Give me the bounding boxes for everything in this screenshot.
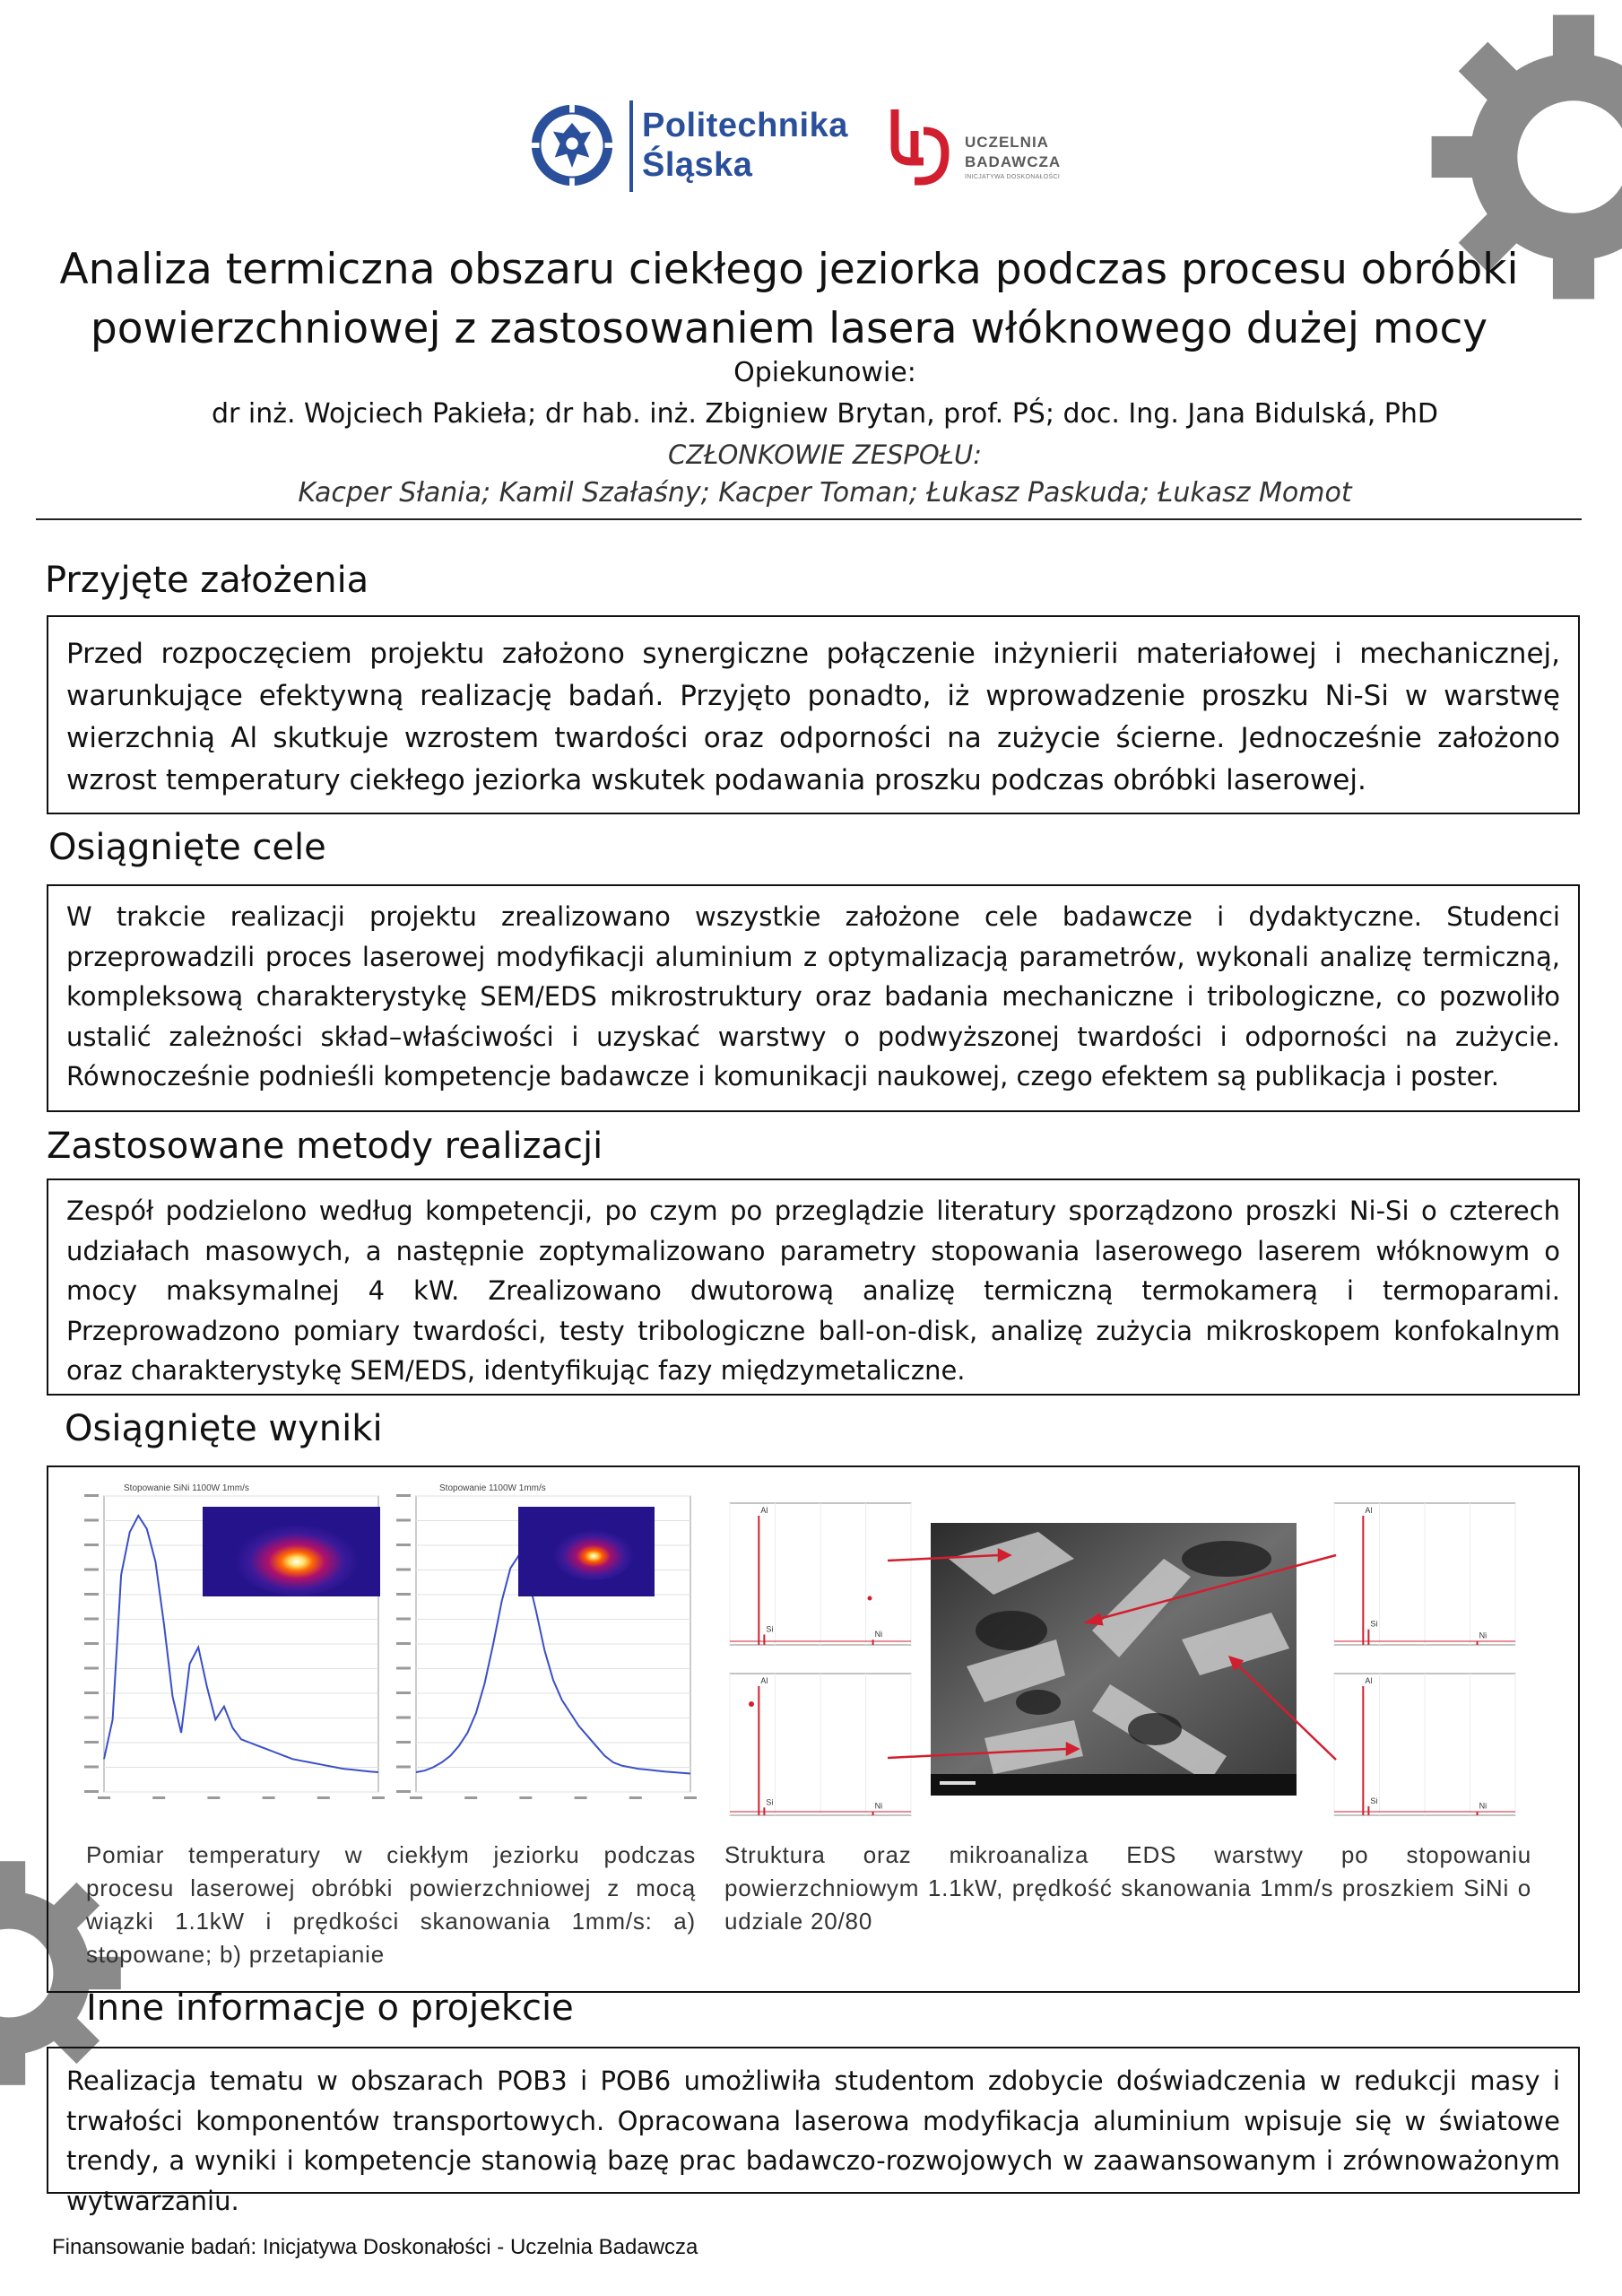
uczelnia-tagline: INICJATYWA DOSKONAŁOŚCI [965, 174, 1061, 180]
eds-peak-label: Al [760, 1506, 768, 1515]
eds-peak-label: Al [760, 1676, 768, 1685]
eds-peak-label: Ni [1479, 1631, 1488, 1640]
plot-a-title: Stopowanie SiNi 1100W 1mm/s [124, 1483, 249, 1493]
team-names: Kacper Słania; Kamil Szałaśny; Kacper Toman; Łukasz Paskuda; Łukasz Momot [298, 477, 1352, 509]
eds-peak-label: Si [1370, 1796, 1378, 1805]
results-caption-right: Struktura oraz mikroanaliza EDS warstwy po stopowaniu powierzchniowym 1.1kW, prędkość skanowania 1mm/s proszkiem SiNi o udziale 20/80 [724, 1841, 1531, 1935]
section-heading-methods: Zastosowane metody realizacji [47, 1126, 603, 1167]
eds-peak-label: Ni [874, 1801, 883, 1811]
eds-peak-label: Si [766, 1624, 774, 1634]
eds-peak-label: Si [766, 1797, 774, 1807]
eds-peak-label: Ni [1479, 1801, 1488, 1811]
supervisors-names: dr inż. Wojciech Pakieła; dr hab. inż. Zbigniew Brytan, prof. PŚ; doc. Ing. Jana Bidulská, PhD [211, 398, 1439, 430]
plot-b-title: Stopowanie 1100W 1mm/s [439, 1483, 546, 1493]
politechnika-wordmark: Politechnika Śląska [642, 107, 848, 184]
eds-peak-label: Al [1365, 1676, 1373, 1685]
eds-peak-label: Si [1370, 1619, 1378, 1629]
section-text-assumptions: Przed rozpoczęciem projektu założono synergiczne połączenie inżynierii materiałowej i mechanicznej, warunkujące efektywną realizację badań. Przyjęto ponadto, iż wprowadzenie proszku Ni-Si w warstwę wierzchnią Al skutkuje wzrostem twardości oraz odporności na zużycie ścierne. Jednocześnie założono wzrost temperatury ciekłego jeziorka wskutek podawania proszku podczas obróbki laserowej. [66, 638, 1560, 796]
poster-title: Analiza termiczna obszaru ciekłego jeziorka podczas procesu obróbki powierzchniowej z zastosowaniem lasera włóknowego dużej mocy [59, 245, 1519, 353]
supervisors-label: Opiekunowie: [733, 357, 916, 388]
section-text-goals: W trakcie realizacji projektu zrealizowano wszystkie założone cele badawcze i dydaktyczne. Studenci przeprowadzili proces laserowej modyfikacji aluminium z optymalizacją parametrów, wykonali analizę termiczną, kompleksową charakterystykę SEM/EDS mikrostruktury oraz badania mechaniczne i tribologiczne, co pozwoliło ustalić zależności skład–właściwości i uzyskać warstwy o podwyższonej twardości i odporności na zużycie. Równocześnie podnieśli kompetencje badawcze i komunikacji naukowej, czego efektem są publikacja i poster. [66, 901, 1560, 1091]
section-text-other: Realizacja tematu w obszarach POB3 i POB6 umożliwiła studentom zdobycie doświadczenia w redukcji masy i trwałości komponentów transportowych. Opracowana laserowa modyfikacja aluminium wpisuje się w światowe trendy, a wyniki i kompetencje stanowią bazę prac badawczo-rozwojowych w zaawansowanym i zrównoważonym wytwarzaniu. [66, 2066, 1560, 2216]
section-heading-other: Inne informacje o projekcie [86, 1987, 574, 2029]
uczelnia-badawcza-wordmark: UCZELNIA BADAWCZA [965, 134, 1062, 170]
eds-peak-label: Al [1365, 1506, 1373, 1515]
eds-peak-label: Ni [874, 1630, 883, 1639]
section-heading-results: Osiągnięte wyniki [65, 1408, 383, 1449]
funding-footer: Finansowanie badań: Inicjatywa Doskonałości - Uczelnia Badawcza [52, 2235, 698, 2259]
team-label: CZŁONKOWIE ZESPOŁU: [667, 439, 983, 470]
section-box-other [47, 2047, 1580, 2216]
section-heading-goals: Osiągnięte cele [48, 827, 326, 868]
section-heading-assumptions: Przyjęte założenia [45, 560, 369, 601]
section-text-methods: Zespół podzielono według kompetencji, po czym po przeglądzie literatury sporządzono proszki Ni-Si o czterech udziałach masowych, a następnie zoptymalizowano parametry stopowania laserowego laserem włóknowym o mocy maksymalnej 4 kW. Zrealizowano dwutorową analizę termiczną termokamerą i termoparami. Przeprowadzono pomiary twardości, testy tribologiczne ball-on-disk, analizę zużycia mikroskopem konfokalnym oraz charakterystykę SEM/EDS, identyfikując fazy międzymetaliczne. [66, 1196, 1560, 1386]
results-caption-left: Pomiar temperatury w ciekłym jeziorku podczas procesu laserowej obróbki powierzchniowej z mocą wiązki 1.1kW i prędkości skanowania 1mm/s: a) stopowane; b) przetapianie [86, 1841, 696, 1968]
